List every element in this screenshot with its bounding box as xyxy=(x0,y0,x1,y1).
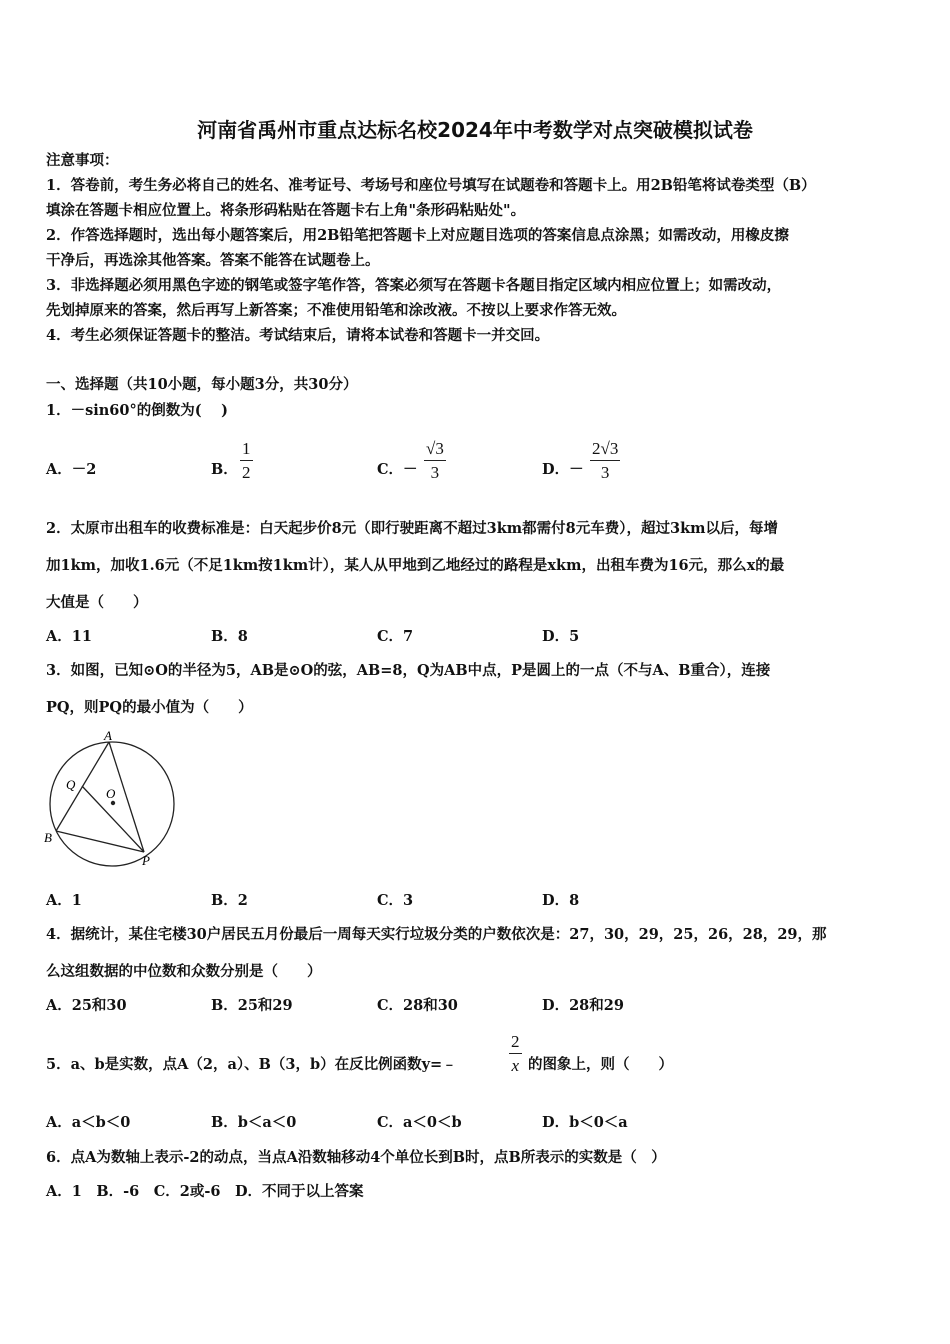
q3-option-c: C．3 xyxy=(377,892,414,909)
q3-circle-figure xyxy=(40,726,180,871)
q4-option-b: B．25和29 xyxy=(211,997,293,1014)
q5-option-b: B．b＜a＜0 xyxy=(211,1114,297,1131)
q1-stem: 1．－sin60°的倒数为( ) xyxy=(46,402,228,419)
q2-option-c: C．7 xyxy=(377,628,414,645)
q3-line-1: 3．如图，已知⊙O的半径为5，AB是⊙O的弦，AB=8，Q为AB中点，P是圆上的一点（不与A、B重合），连接 xyxy=(46,662,771,679)
q3-option-a: A．1 xyxy=(46,892,82,909)
section-heading: 一、选择题（共10小题，每小题3分，共30分） xyxy=(46,376,358,393)
label-p: P xyxy=(142,853,150,868)
q5-stem-post: 的图象上，则（ ） xyxy=(528,1056,673,1073)
q1-option-a: A．－2 xyxy=(46,461,97,478)
q4-line-2: 么这组数据的中位数和众数分别是（ ） xyxy=(46,963,322,980)
q1-option-c-fraction xyxy=(424,440,446,481)
q4-option-a: A．25和30 xyxy=(46,997,127,1014)
q1-option-b-label: B． xyxy=(211,461,238,478)
q5-option-c: C．a＜0＜b xyxy=(377,1114,462,1131)
q5-stem-pre: 5．a、b是实数，点A（2，a）、B（3，b）在反比例函数y=﹣ xyxy=(46,1056,457,1073)
q1-b-denominator: 2 xyxy=(242,463,251,482)
q3-option-d: D．8 xyxy=(542,892,580,909)
q1-d-numerator: 2√3 xyxy=(590,440,620,461)
q5-numerator: 2 xyxy=(509,1033,522,1054)
label-a: A xyxy=(104,728,112,743)
q1-b-numerator: 1 xyxy=(240,440,253,461)
notice-line-6: 先划掉原来的答案，然后再写上新答案；不准使用铅笔和涂改液。不按以上要求作答无效。 xyxy=(46,302,626,319)
q1-d-denominator: 3 xyxy=(600,463,610,482)
notice-line-4: 干净后，再选涂其他答案。答案不能答在试题卷上。 xyxy=(46,252,380,269)
q3-option-b: B．2 xyxy=(211,892,248,909)
q1-c-numerator: √3 xyxy=(424,440,446,461)
notice-line-3: 2．作答选择题时，选出每小题答案后，用2B铅笔把答题卡上对应题目选项的答案信息点涂黑；如需改动，用橡皮擦 xyxy=(46,227,789,244)
q6-options: A．1 B．-6 C．2或-6 D．不同于以上答案 xyxy=(46,1183,364,1200)
center-point-o xyxy=(111,801,115,805)
q2-option-d: D．5 xyxy=(542,628,580,645)
q4-option-c: C．28和30 xyxy=(377,997,458,1014)
page-title: 河南省禹州市重点达标名校2024年中考数学对点突破模拟试卷 xyxy=(197,118,753,142)
q2-line-3: 大值是（ ） xyxy=(46,594,148,611)
q2-option-b: B．8 xyxy=(211,628,248,645)
label-b: B xyxy=(44,830,52,845)
q6-stem: 6．点A为数轴上表示-2的动点，当点A沿数轴移动4个单位长到B时，点B所表示的实数是（ ） xyxy=(46,1149,666,1166)
label-q: Q xyxy=(66,777,76,792)
q4-line-1: 4．据统计，某住宅楼30户居民五月份最后一周每天实行垃圾分类的户数依次是：27，30，29，25，26，28，29，那 xyxy=(46,926,827,943)
notice-heading: 注意事项： xyxy=(46,152,119,169)
q4-option-d: D．28和29 xyxy=(542,997,624,1014)
q2-option-a: A．11 xyxy=(46,628,92,645)
q5-denominator: x xyxy=(511,1056,520,1075)
notice-line-7: 4．考生必须保证答题卡的整洁。考试结束后，请将本试卷和答题卡一并交回。 xyxy=(46,327,550,344)
q5-option-d: D．b＜0＜a xyxy=(542,1114,628,1131)
q1-option-d-label: D．－ xyxy=(542,461,584,478)
q2-line-1: 2．太原市出租车的收费标准是：白天起步价8元（即行驶距离不超过3km都需付8元车费），超过3km以后，每增 xyxy=(46,520,778,537)
q1-c-denominator: 3 xyxy=(430,463,440,482)
notice-line-1: 1．答卷前，考生务必将自己的姓名、准考证号、考场号和座位号填写在试题卷和答题卡上。用2B铅笔将试卷类型（B） xyxy=(46,177,816,194)
label-o: O xyxy=(106,786,116,801)
q3-line-2: PQ，则PQ的最小值为（ ） xyxy=(46,699,253,716)
q5-option-a: A．a＜b＜0 xyxy=(46,1114,131,1131)
notice-line-5: 3．非选择题必须用黑色字迹的钢笔或签字笔作答，答案必须写在答题卡各题目指定区域内相应位置上；如需改动， xyxy=(46,277,782,294)
q1-option-b-fraction xyxy=(240,440,253,481)
notice-line-2: 填涂在答题卡相应位置上。将条形码粘贴在答题卡右上角"条形码粘贴处"。 xyxy=(46,202,526,219)
q1-option-c-label: C．－ xyxy=(377,461,418,478)
q1-option-d-fraction xyxy=(590,440,620,481)
q5-fraction xyxy=(509,1033,522,1074)
q2-line-2: 加1km，加收1.6元（不足1km按1km计），某人从甲地到乙地经过的路程是xkm，出租车费为16元，那么x的最 xyxy=(46,557,785,574)
